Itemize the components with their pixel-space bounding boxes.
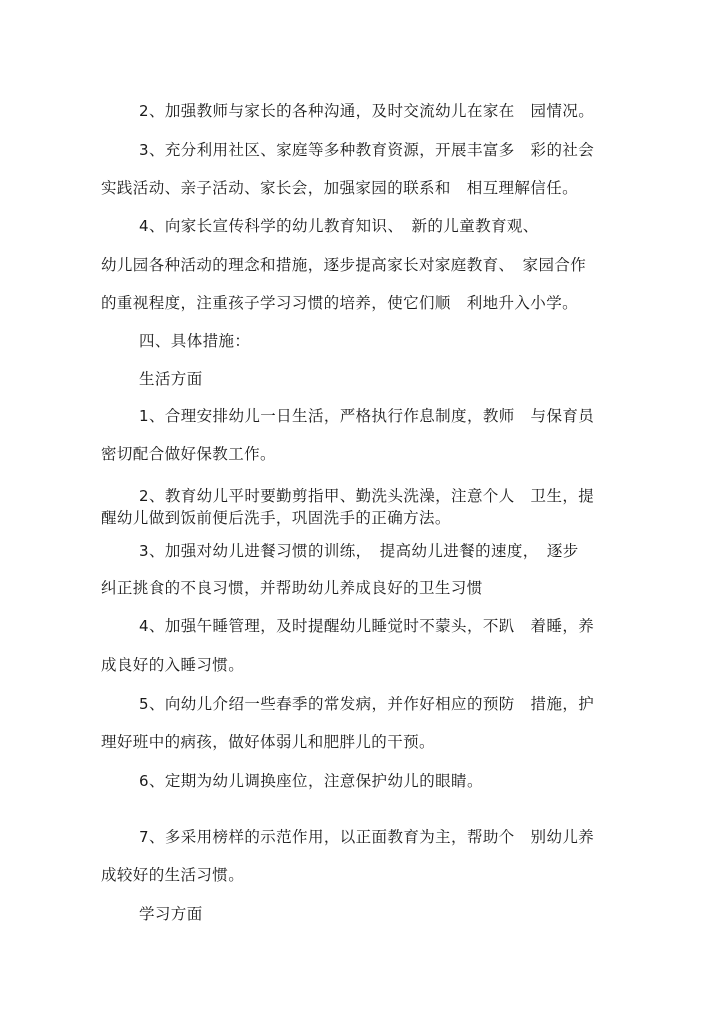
line-text: 实践活动、亲子活动、家长会，加强家园的联系和 相互理解信任。 [101, 179, 579, 197]
subsection-heading [139, 904, 203, 924]
heading-text: 学习方面 [139, 905, 203, 923]
line-text: 成较好的生活习惯。 [101, 866, 245, 884]
line-text: 、加强教师与家长的各种沟通，及时交流幼儿在家在 园情况。 [148, 102, 595, 120]
line-text: 的重视程度，注重孩子学习习惯的培养，使它们顺 利地升入小学。 [101, 294, 579, 312]
paragraph-line [139, 101, 594, 121]
item-number: 7 [139, 828, 149, 846]
item-number: 2 [139, 487, 149, 505]
paragraph-line [139, 771, 483, 791]
line-text: 密切配合做好保教工作。 [101, 445, 276, 463]
item-number: 3 [139, 141, 149, 159]
paragraph-line [101, 444, 276, 464]
item-number: 4 [139, 217, 149, 235]
paragraph-line [101, 293, 578, 313]
item-number: 4 [139, 617, 149, 635]
line-text: 、加强对幼儿进餐习惯的训练， 提高幼儿进餐的速度， 逐步 [148, 542, 579, 560]
paragraph-line [101, 865, 244, 885]
subsection-heading [139, 369, 203, 389]
paragraph-line [101, 655, 244, 675]
item-number: 1 [139, 407, 149, 425]
item-number: 2 [139, 102, 149, 120]
line-text: 、向家长宣传科学的幼儿教育知识、 新的儿童教育观、 [148, 217, 539, 235]
paragraph-line [139, 694, 594, 714]
line-text: 理好班中的病孩，做好体弱儿和肥胖儿的干预。 [101, 733, 435, 751]
line-text: 成良好的入睡习惯。 [101, 656, 245, 674]
line-text: 、合理安排幼儿一日生活，严格执行作息制度，教师 与保育员 [148, 407, 595, 425]
paragraph-line [139, 406, 594, 426]
paragraph-line [139, 616, 594, 636]
paragraph-line [139, 216, 539, 236]
paragraph-line [139, 140, 594, 160]
item-number: 6 [139, 772, 149, 790]
paragraph-line [101, 178, 578, 198]
paragraph-line [139, 827, 594, 847]
line-text: 幼儿园各种活动的理念和措施，逐步提高家长对家庭教育、 家园合作 [101, 256, 587, 274]
line-text: 、向幼儿介绍一些春季的常发病，并作好相应的预防 措施，护 [148, 695, 595, 713]
line-text: 、教育幼儿平时要勤剪指甲、勤洗头洗澡，注意个人 卫生，提 [148, 487, 595, 505]
paragraph-line [101, 578, 483, 598]
paragraph-line [101, 255, 586, 275]
paragraph-line [101, 508, 451, 528]
heading-text: 四、具体措施： [139, 332, 251, 350]
line-text: 醒幼儿做到饭前便后洗手，巩固洗手的正确方法。 [101, 509, 451, 527]
item-number: 3 [139, 542, 149, 560]
line-text: 、定期为幼儿调换座位，注意保护幼儿的眼睛。 [148, 772, 483, 790]
heading-text: 生活方面 [139, 370, 203, 388]
paragraph-line [101, 732, 435, 752]
line-text: 、加强午睡管理，及时提醒幼儿睡觉时不蒙头，不趴 着睡，养 [148, 617, 595, 635]
line-text: 纠正挑食的不良习惯，并帮助幼儿养成良好的卫生习惯 [101, 579, 483, 597]
line-text: 、多采用榜样的示范作用，以正面教育为主，帮助个 别幼儿养 [148, 828, 595, 846]
item-number: 5 [139, 695, 149, 713]
paragraph-line [139, 541, 579, 561]
paragraph-line [139, 486, 594, 506]
section-heading [139, 331, 250, 351]
line-text: 、充分利用社区、家庭等多种教育资源，开展丰富多 彩的社会 [148, 141, 595, 159]
